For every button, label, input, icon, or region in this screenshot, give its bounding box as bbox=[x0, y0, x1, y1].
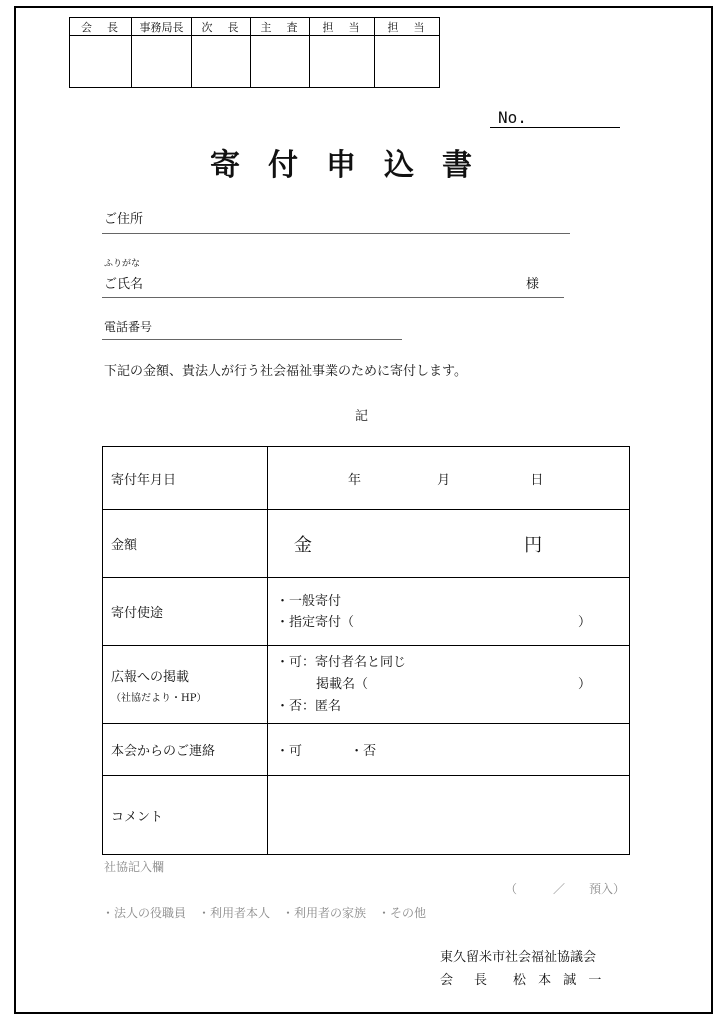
publicity-option-same[interactable]: ・可：寄付者名と同じ bbox=[276, 654, 407, 670]
stamp-box[interactable] bbox=[192, 36, 251, 88]
stamp-box[interactable] bbox=[310, 36, 375, 88]
publicity-close-paren: ） bbox=[578, 676, 592, 692]
contact-label: 本会からのご連絡 bbox=[103, 724, 268, 776]
comment-label: コメント bbox=[103, 776, 268, 855]
issuer-organization: 東久留米市社会福祉協議会 bbox=[440, 950, 597, 965]
publicity-field[interactable] bbox=[268, 646, 630, 724]
publicity-label: 広報への掲載 bbox=[111, 669, 190, 685]
name-suffix: 様 bbox=[526, 277, 540, 292]
approval-stamp-table bbox=[69, 17, 440, 88]
stamp-box[interactable] bbox=[251, 36, 310, 88]
page-title: 寄付申込書 bbox=[210, 148, 500, 183]
address-label: ご住所 bbox=[104, 212, 144, 227]
approval-header: 担 当 bbox=[310, 18, 375, 36]
issuer-name: 松 本 誠 一 bbox=[513, 973, 606, 988]
comment-field[interactable] bbox=[268, 776, 630, 855]
publicity-option-anonymous[interactable]: ・否：匿名 bbox=[276, 698, 342, 714]
amount-label: 金額 bbox=[103, 510, 268, 578]
amount-field[interactable] bbox=[268, 510, 630, 578]
publicity-sublabel: （社協だより・HP） bbox=[111, 692, 207, 704]
publicity-display-name[interactable]: 掲載名（ bbox=[316, 676, 369, 692]
usage-close-paren: ） bbox=[578, 614, 592, 630]
number-field[interactable]: No. bbox=[490, 108, 620, 128]
date-label: 寄付年月日 bbox=[103, 447, 268, 510]
furigana-label: ふりがな bbox=[104, 259, 141, 269]
month-unit: 月 bbox=[437, 472, 451, 488]
approval-header: 事務局長 bbox=[132, 18, 192, 36]
approval-header: 主 査 bbox=[251, 18, 310, 36]
phone-field[interactable] bbox=[102, 339, 402, 340]
donation-form-table bbox=[102, 446, 630, 855]
office-use-label: 社協記入欄 bbox=[104, 860, 165, 874]
name-label: ご氏名 bbox=[104, 277, 144, 292]
contact-option-yes[interactable]: ・可 bbox=[276, 744, 303, 759]
statement-text: 下記の金額、貴法人が行う社会福祉事業のために寄付します。 bbox=[104, 364, 467, 379]
ki-heading: 記 bbox=[355, 409, 369, 424]
usage-field[interactable] bbox=[268, 578, 630, 646]
approval-header: 担 当 bbox=[375, 18, 440, 36]
deposit-field[interactable]: （ ／ 預入） bbox=[505, 882, 626, 896]
year-unit: 年 bbox=[348, 472, 362, 488]
contact-option-no[interactable]: ・否 bbox=[350, 744, 377, 759]
date-field[interactable] bbox=[268, 447, 630, 510]
phone-label: 電話番号 bbox=[104, 320, 153, 334]
usage-option-designated[interactable]: ・指定寄付（ bbox=[276, 614, 355, 630]
amount-suffix: 円 bbox=[524, 534, 543, 556]
stamp-box[interactable] bbox=[132, 36, 192, 88]
usage-option-general[interactable]: ・一般寄付 bbox=[276, 593, 342, 609]
stamp-box[interactable] bbox=[375, 36, 440, 88]
publicity-cell bbox=[103, 646, 268, 724]
issuer-position: 会 長 bbox=[440, 973, 492, 988]
name-field[interactable] bbox=[102, 297, 564, 298]
stamp-box[interactable] bbox=[70, 36, 132, 88]
approval-header: 次 長 bbox=[192, 18, 251, 36]
recipient-categories: ・法人の役職員 ・利用者本人 ・利用者の家族 ・その他 bbox=[102, 906, 427, 920]
usage-label: 寄付使途 bbox=[103, 578, 268, 646]
address-field[interactable] bbox=[102, 233, 570, 234]
amount-prefix: 金 bbox=[294, 534, 312, 556]
day-unit: 日 bbox=[530, 472, 544, 488]
contact-field[interactable] bbox=[268, 724, 630, 776]
approval-header: 会 長 bbox=[70, 18, 132, 36]
